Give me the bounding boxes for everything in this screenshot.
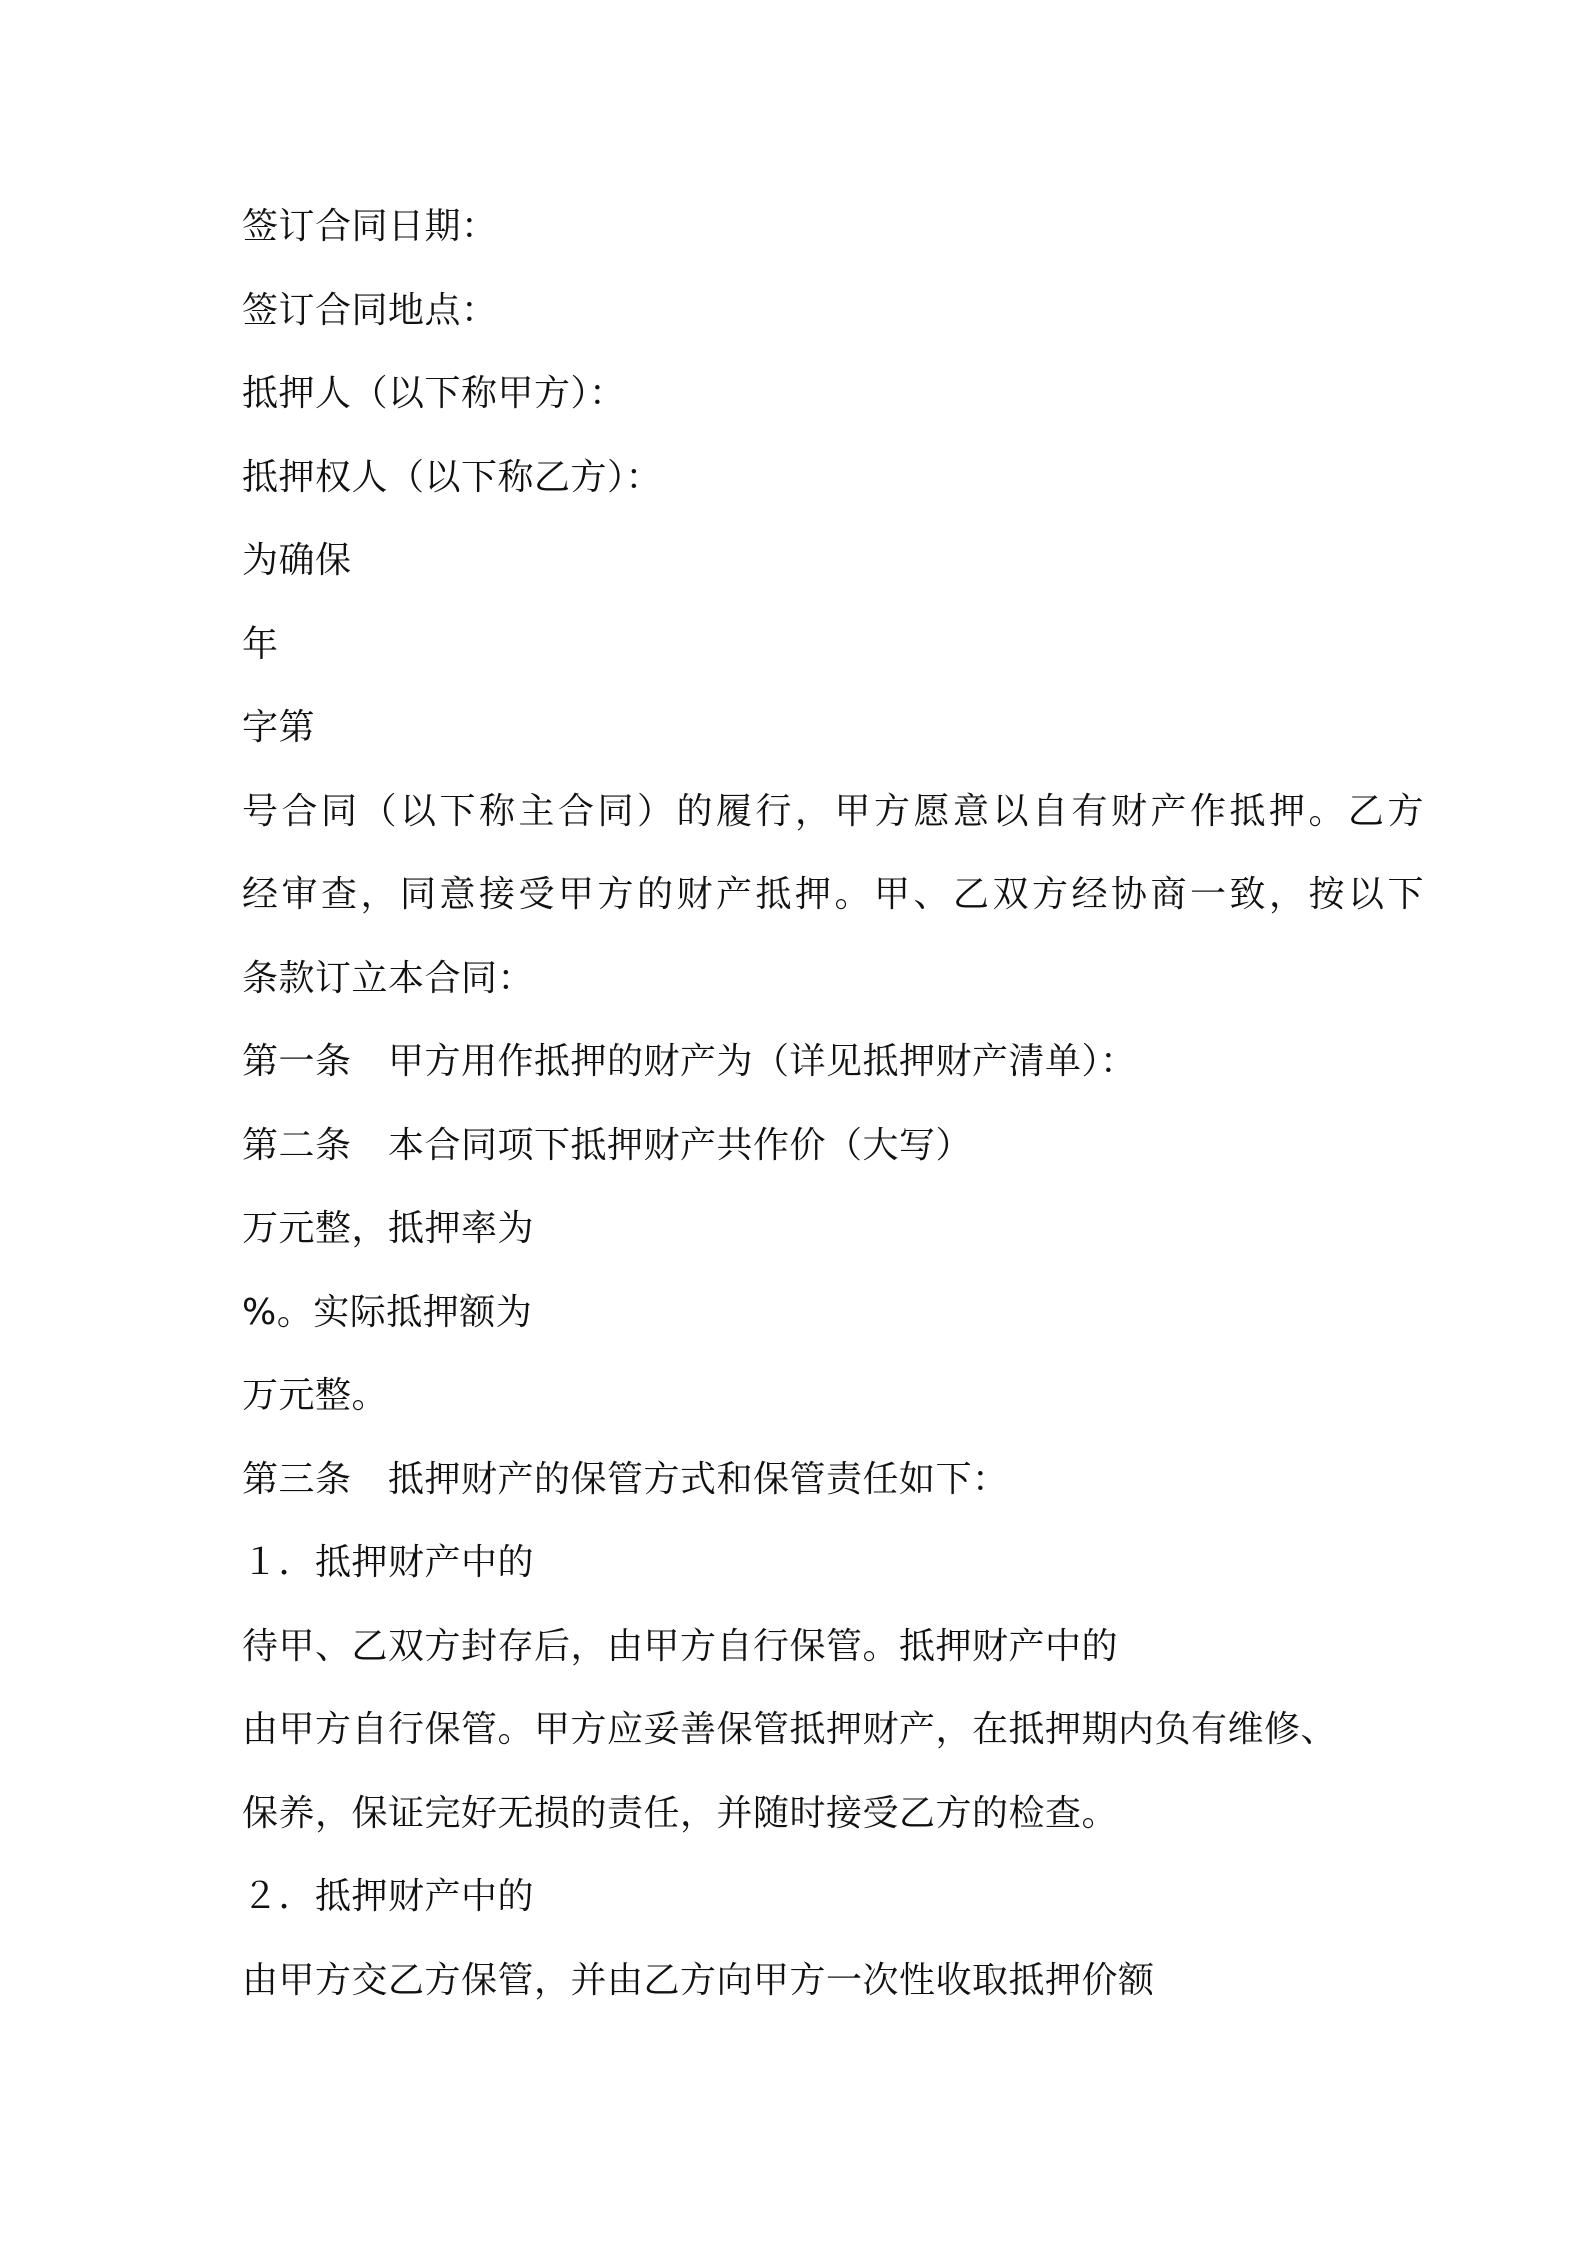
body-line: 万元整，抵押率为 [242, 1208, 535, 1249]
body-line: 由甲方交乙方保管，并由乙方向甲方一次性收取抵押价额 [242, 1960, 1155, 2001]
body-line: 由甲方自行保管。甲方应妥善保管抵押财产，在抵押期内负有维修、 [242, 1709, 1338, 1750]
mortgagee-line: 抵押权人（以下称乙方）： [242, 457, 663, 498]
body-line: 经审查，同意接受甲方的财产抵押。甲、乙双方经协商一致，按以下 [242, 874, 1428, 915]
article-2-line: 第二条 本合同项下抵押财产共作价（大写） [242, 1125, 973, 1166]
body-line: 保养，保证完好无损的责任，并随时接受乙方的检查。 [242, 1793, 1119, 1834]
body-line: 待甲、乙双方封存后，由甲方自行保管。抵押财产中的 [242, 1626, 1119, 1667]
body-line: 万元整。 [242, 1375, 389, 1416]
body-line: 年 [242, 624, 279, 665]
body-line: 为确保 [242, 540, 352, 581]
body-line: 字第 [242, 707, 316, 748]
body-line: 条款订立本合同： [242, 958, 535, 999]
clause-2-line: ２．抵押财产中的 [242, 1876, 535, 1917]
sign-date-line: 签订合同日期： [242, 206, 498, 247]
article-3-line: 第三条 抵押财产的保管方式和保管责任如下： [242, 1459, 1009, 1500]
body-line: 号合同（以下称主合同）的履行，甲方愿意以自有财产作抵押。乙方 [242, 791, 1428, 832]
body-line: %。实际抵押额为 [242, 1292, 533, 1333]
sign-place-line: 签订合同地点： [242, 290, 498, 331]
article-1-line: 第一条 甲方用作抵押的财产为（详见抵押财产清单）： [242, 1041, 1137, 1082]
mortgagor-line: 抵押人（以下称甲方）： [242, 373, 626, 414]
clause-1-line: １．抵押财产中的 [242, 1542, 535, 1583]
